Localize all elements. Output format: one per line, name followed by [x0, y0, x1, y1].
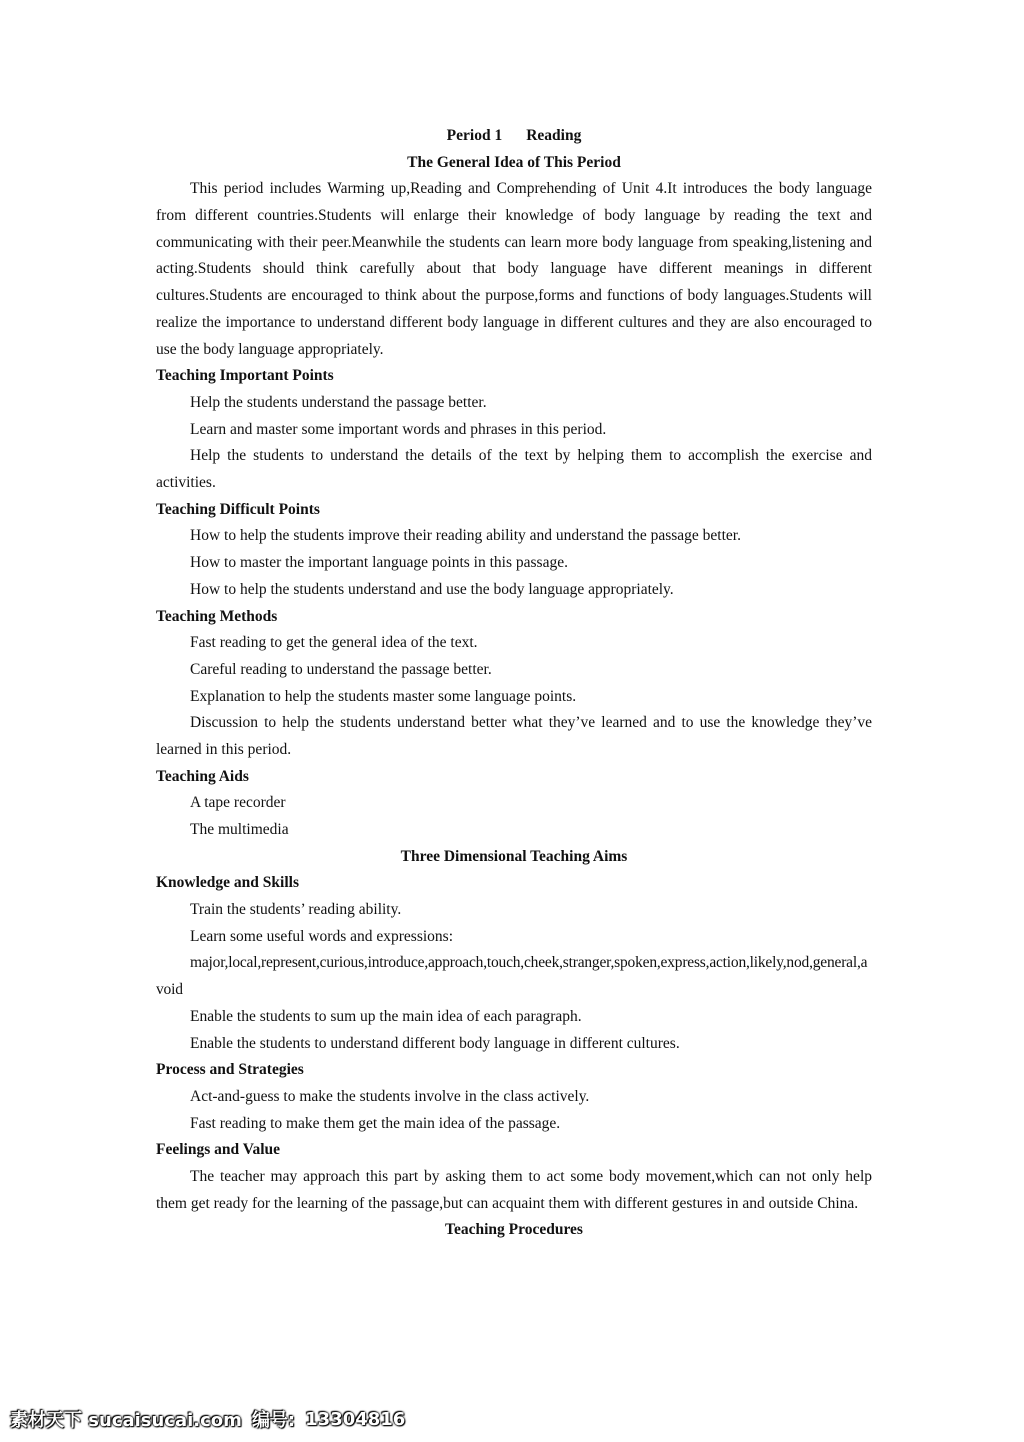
document-page — [156, 123, 872, 1244]
difficult-point-item: How to master the important language points in this passage. — [190, 554, 568, 572]
difficult-point-item: How to help the students improve their reading ability and understand the passage better. — [190, 527, 741, 545]
aids-heading: Teaching Aids — [156, 767, 249, 785]
difficult-point-item: How to help the students understand and use the body language appropriately. — [190, 580, 674, 598]
knowledge-item: Learn some useful words and expressions: — [190, 927, 454, 945]
method-item: Careful reading to understand the passage better. — [190, 660, 492, 678]
methods-heading: Teaching Methods — [156, 607, 278, 625]
feelings-value-heading: Feelings and Value — [156, 1141, 281, 1159]
aid-item: The multimedia — [190, 821, 289, 839]
method-item: Discussion to help the students understand better what they’ve learned and to use the knowledge they’ve learned in this period. — [156, 714, 872, 758]
title-section: Reading — [526, 127, 582, 144]
difficult-points-heading: Teaching Difficult Points — [156, 500, 320, 518]
watermark-id-value: 13304816 — [305, 1408, 406, 1430]
general-idea-heading: The General Idea of This Period — [407, 153, 621, 171]
knowledge-item: Enable the students to understand different body language in different cultures. — [190, 1034, 680, 1052]
method-item: Fast reading to get the general idea of the text. — [190, 634, 478, 652]
important-point-item: Help the students understand the passage better. — [190, 393, 487, 411]
process-item: Fast reading to make them get the main idea of the passage. — [190, 1114, 561, 1132]
three-dimensional-aims-heading: Three Dimensional Teaching Aims — [400, 847, 628, 865]
aid-item: A tape recorder — [190, 794, 286, 812]
feelings-value-paragraph: The teacher may approach this part by asking them to act some body movement,which can not only help them get ready for the learning of the passage,but can acquaint them with different gestures in and outside China. — [156, 1168, 872, 1212]
knowledge-item: Enable the students to sum up the main idea of each paragraph. — [190, 1007, 582, 1025]
general-idea-paragraph: This period includes Warming up,Reading and Comprehending of Unit 4.It introduces the body language from different countries.Students will enlarge their knowledge of body language by reading the text and communicating with their peer.Meanwhile the students can learn more body language from speaking,listening and acting.Students should think carefully about that body language have different meanings in different cultures.Students are encouraged to think about the purpose,forms and functions of body languages.Students will realize the importance to understand different body language in different cultures and they are also encouraged to use the body language appropriately. — [156, 180, 872, 358]
method-item: Explanation to help the students master some language points. — [190, 687, 577, 705]
watermark-site-name: 素材天下 sucaisucai.com — [10, 1410, 242, 1431]
knowledge-skills-heading: Knowledge and Skills — [156, 874, 299, 892]
vocabulary-word-list: major,local,represent,curious,introduce,approach,touch,cheek,stranger,spoken,express,action,likely,nod,general,avoid — [156, 954, 868, 999]
important-point-item: Help the students to understand the details of the text by helping them to accomplish the exercise and activities. — [156, 447, 872, 492]
important-points-heading: Teaching Important Points — [156, 367, 334, 385]
title-period: Period 1 — [446, 127, 503, 144]
important-point-item: Learn and master some important words and phrases in this period. — [190, 420, 607, 438]
site-watermark — [10, 1404, 405, 1434]
process-item: Act-and-guess to make the students involve in the class actively. — [190, 1087, 590, 1105]
page-title — [156, 123, 872, 150]
watermark-id-label: 编号: — [251, 1410, 296, 1431]
process-strategies-heading: Process and Strategies — [156, 1061, 304, 1079]
teaching-procedures-heading: Teaching Procedures — [445, 1221, 583, 1239]
knowledge-item: Train the students’ reading ability. — [190, 901, 402, 919]
